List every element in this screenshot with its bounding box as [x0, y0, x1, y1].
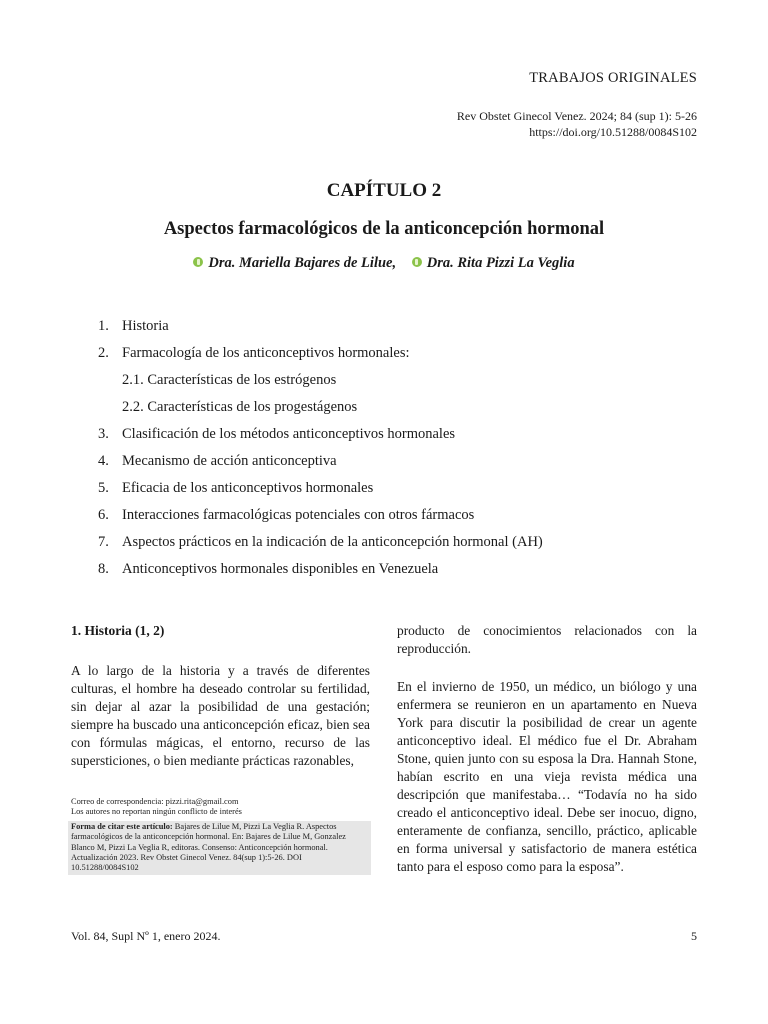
- toc-number: 6.: [98, 507, 109, 523]
- author-2: [412, 255, 575, 271]
- toc-text: 2.2. Características de los progestágenos: [122, 399, 358, 415]
- article-title: Aspectos farmacológicos de la anticoncepción hormonal: [163, 219, 605, 239]
- table-of-contents: [98, 316, 658, 586]
- toc-subitem: [98, 397, 658, 424]
- toc-item: [98, 424, 658, 451]
- toc-text: Anticonceptivos hormonales disponibles en Venezuela: [122, 561, 439, 577]
- toc-item: [98, 505, 658, 532]
- author-1: [193, 255, 399, 271]
- citation-line: Rev Obstet Ginecol Venez. 2024; 84 (sup 1): 5-26: [456, 109, 697, 123]
- conflict-statement: Los autores no reportan ningún conflicto de interés: [71, 807, 242, 817]
- toc-item: [98, 478, 658, 505]
- toc-item: [98, 532, 658, 559]
- toc-text: Interacciones farmacológicas potenciales con otros fármacos: [122, 507, 475, 523]
- section-heading: 1. Historia (1, 2): [71, 623, 165, 638]
- toc-item: [98, 316, 658, 343]
- toc-number: 8.: [98, 561, 109, 577]
- toc-text: Clasificación de los métodos anticonceptivos hormonales: [122, 426, 456, 442]
- toc-text: Historia: [122, 318, 169, 334]
- toc-number: 4.: [98, 453, 109, 469]
- cite-label: Forma de citar este artículo:: [71, 821, 173, 831]
- body-paragraph: A lo largo de la historia y a través de diferentes culturas, el hombre ha deseado controlar su fertilidad, sin dejar al azar la posibilidad de una gestación; siempre ha buscado una anticoncepción eficaz, bien sea con fórmulas mágicas, el entorno, recurso de las supersticiones, o bien mediante prácticas razonables,: [71, 663, 370, 768]
- toc-item: [98, 451, 658, 478]
- toc-text: 2.1. Características de los estrógenos: [122, 372, 337, 388]
- citation-box: [68, 821, 371, 875]
- toc-item: [98, 559, 658, 586]
- toc-text: Farmacología de los anticonceptivos hormonales:: [122, 345, 410, 361]
- toc-text: Aspectos prácticos en la indicación de la anticoncepción hormonal (AH): [122, 534, 543, 550]
- doi-link[interactable]: https://doi.org/10.51288/0084S102: [529, 125, 697, 139]
- toc-subitem: [98, 370, 658, 397]
- toc-item: [98, 343, 658, 370]
- footer-volume: Vol. 84, Supl Nº 1, enero 2024.: [71, 929, 221, 943]
- toc-number: 5.: [98, 480, 109, 496]
- toc-number: 2.: [98, 345, 109, 361]
- toc-text: Mecanismo de acción anticonceptiva: [122, 453, 337, 469]
- toc-text: Eficacia de los anticonceptivos hormonales: [122, 480, 374, 496]
- body-paragraph: producto de conocimientos relacionados con la reproducción.: [397, 623, 697, 656]
- chapter-title: CAPÍTULO 2: [326, 180, 442, 201]
- orcid-icon[interactable]: [193, 257, 203, 267]
- orcid-icon[interactable]: [412, 257, 422, 267]
- cite-text: Bajares de Lilue M, Pizzi La Veglia R. Aspectos farmacológicos de la anticoncepción hormonal. En: Bajares de Lilue M, Gonzalez Blanco M, Pizzi La Veglia R, editoras. Consenso: Anticoncepción hormonal. Actualización 2023. Rev Obstet Ginecol Venez. 84(sup 1):5-26. DOI 10.51288/0084S102: [71, 821, 346, 873]
- toc-number: 1.: [98, 318, 109, 334]
- toc-number: 3.: [98, 426, 109, 442]
- body-paragraph: En el invierno de 1950, un médico, un biólogo y una enfermera se reunieron en un apartamento en Nueva York para discutir la posibilidad de crear un agente anticonceptivo ideal. El médico fue el Dr. Abraham Stone, quien junto con su esposa la Dra. Hannah Stone, habían escrito en una vieja revista médica una descripción que manifestaba… “Todavía no ha sido creado el anticonceptivo ideal. Debe ser inocuo, digno, enteramente de confianza, sencillo, práctico, aplicable en forma universal y satisfactorio de manera estética tanto para el esposo como para la esposa”.: [397, 679, 697, 874]
- correspondence-email[interactable]: Correo de correspondencia: pizzi.rita@gmail.com: [71, 797, 239, 806]
- toc-number: 7.: [98, 534, 109, 550]
- author-name: Dra. Rita Pizzi La Veglia: [426, 255, 575, 271]
- page-number: 5: [691, 929, 697, 943]
- author-name: Dra. Mariella Bajares de Lilue,: [208, 255, 397, 271]
- footnote: [71, 797, 371, 875]
- body-column-left: [71, 622, 370, 770]
- section-label: TRABAJOS ORIGINALES: [529, 70, 697, 86]
- body-column-right: [397, 622, 697, 876]
- journal-citation: [457, 108, 697, 140]
- author-list: [0, 255, 768, 272]
